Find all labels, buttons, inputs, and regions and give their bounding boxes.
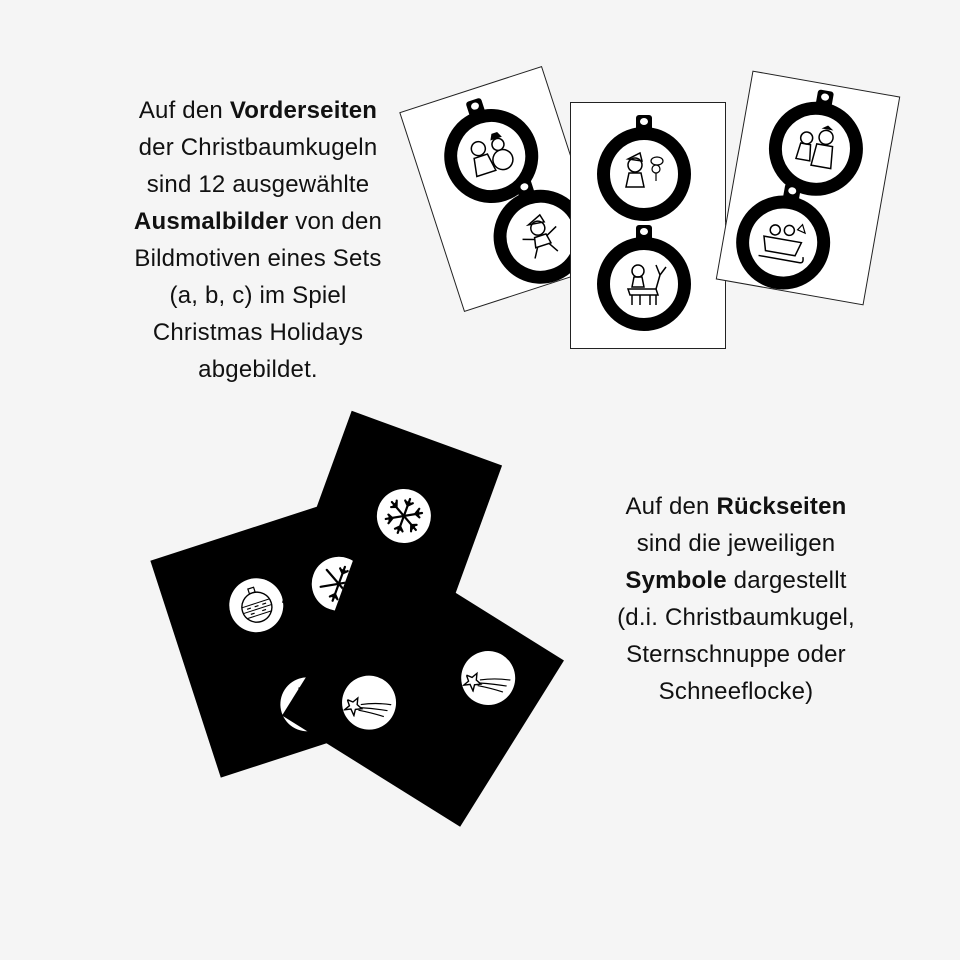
bauble-icon: [231, 580, 281, 630]
symbol-disc-bauble-1: [222, 571, 290, 639]
elf-riding-reindeer-illustration: [620, 259, 668, 307]
back-description: Auf den Rückseiten sind die jeweiligen Symbole dargestellt (d.i. Christbaumkugel, Sternschnuppe oder Schneeflocke): [617, 493, 855, 705]
highlight-ausmalbilder: Ausmalbilder: [133, 208, 289, 235]
snowflake-icon: [378, 490, 429, 541]
shooting-star-icon: [461, 650, 516, 705]
front-card-2: [570, 102, 726, 349]
elves-with-santa-illustration: [788, 120, 844, 176]
symbol-disc-shooting-star-1: [451, 641, 525, 715]
elves-in-sleigh-illustration: [756, 214, 812, 270]
symbol-disc-snowflake-1: [369, 481, 438, 550]
front-description: Auf den Vorderseiten der Christbaumkugeln sind 12 ausgewählte Ausmalbilder von den Bildmotiven eines Sets (a, b, c) im Spiel Christmas Holidays abgebildet.: [133, 97, 383, 383]
shooting-star-icon: [341, 675, 396, 730]
highlight-rueckseiten: Rückseiten: [716, 493, 847, 520]
symbol-disc-shooting-star-2: [332, 665, 406, 739]
highlight-symbole: Symbole: [625, 567, 727, 594]
elf-girl-with-fairy-illustration: [620, 149, 668, 197]
front-card-3: [716, 71, 901, 306]
highlight-vorderseiten: Vorderseiten: [229, 97, 378, 124]
